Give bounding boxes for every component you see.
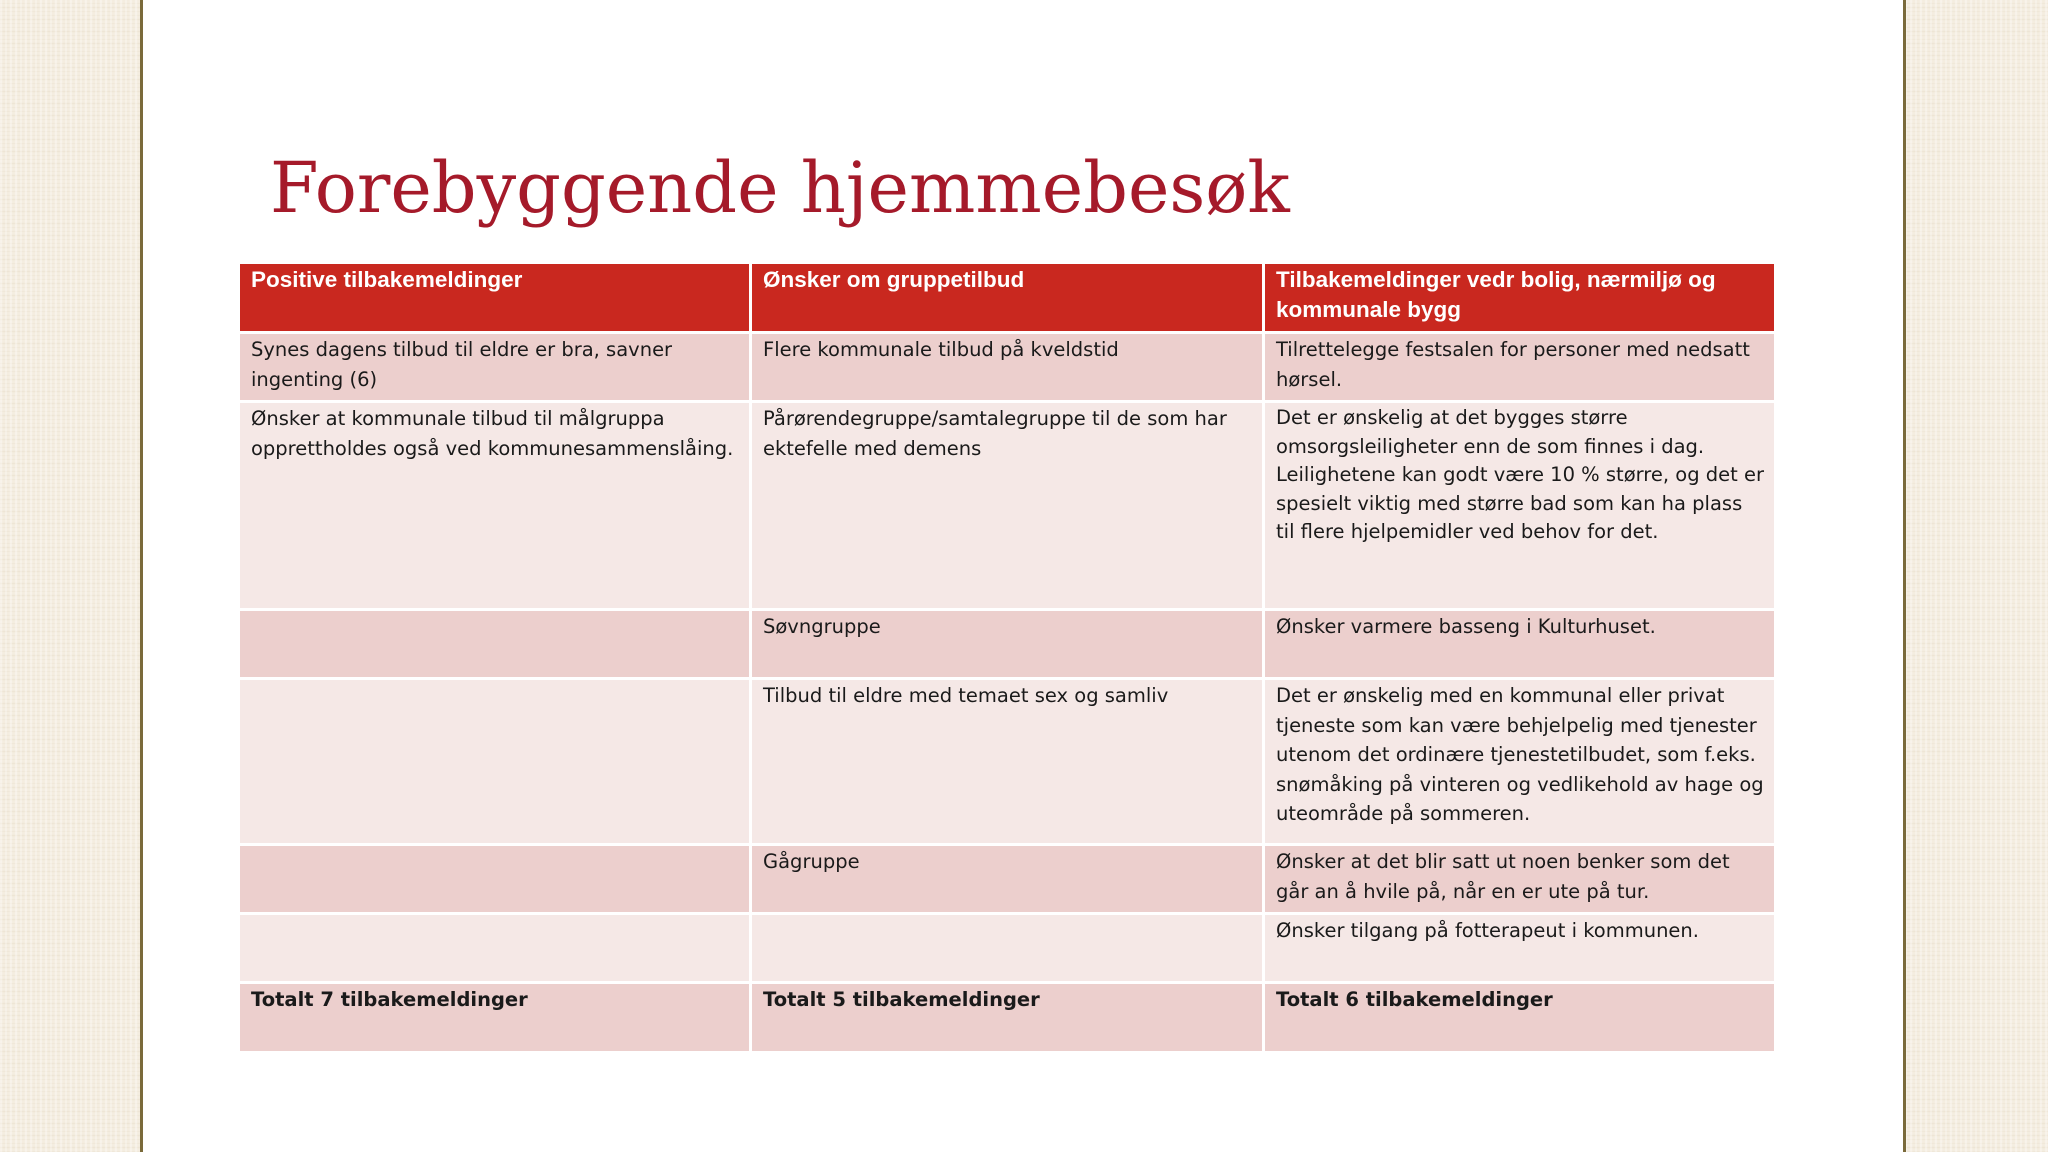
table-row — [239, 333, 1776, 402]
column-header-group-wishes: Ønsker om gruppetilbud — [751, 263, 1264, 333]
table-total-row — [239, 983, 1776, 1053]
feedback-table-container — [237, 261, 1774, 1054]
total-cell: Totalt 5 tilbakemeldinger — [751, 983, 1264, 1053]
table-cell: Ønsker tilgang på fotterapeut i kommunen. — [1264, 914, 1776, 983]
table-row — [239, 402, 1776, 610]
total-cell: Totalt 7 tilbakemeldinger — [239, 983, 751, 1053]
table-cell: Gågruppe — [751, 845, 1264, 914]
column-header-positive: Positive tilbakemeldinger — [239, 263, 751, 333]
table-row — [239, 679, 1776, 845]
table-cell: Ønsker varmere basseng i Kulturhuset. — [1264, 610, 1776, 679]
table-cell — [239, 610, 751, 679]
table-cell: Tilbud til eldre med temaet sex og samliv — [751, 679, 1264, 845]
table-cell: Tilrettelegge festsalen for personer med nedsatt hørsel. — [1264, 333, 1776, 402]
table-cell: Ønsker at det blir satt ut noen benker som det går an å hvile på, når en er ute på tur. — [1264, 845, 1776, 914]
table-row — [239, 845, 1776, 914]
table-cell: Flere kommunale tilbud på kveldstid — [751, 333, 1264, 402]
table-cell — [239, 914, 751, 983]
table-cell: Synes dagens tilbud til eldre er bra, savner ingenting (6) — [239, 333, 751, 402]
table-header-row — [239, 263, 1776, 333]
column-header-housing: Tilbakemeldinger vedr bolig, nærmiljø og kommunale bygg — [1264, 263, 1776, 333]
table-cell: Det er ønskelig med en kommunal eller privat tjeneste som kan være behjelpelig med tjenester utenom det ordinære tjenestetilbudet, som f.eks. snømåking på vinteren og vedlikehold av hage og uteområde på sommeren. — [1264, 679, 1776, 845]
total-cell: Totalt 6 tilbakemeldinger — [1264, 983, 1776, 1053]
slide-title: Forebyggende hjemmebesøk — [270, 147, 1290, 229]
table-cell — [239, 679, 751, 845]
table-cell — [239, 845, 751, 914]
table-row — [239, 914, 1776, 983]
table-cell: Ønsker at kommunale tilbud til målgruppa opprettholdes også ved kommunesammenslåing. — [239, 402, 751, 610]
table-cell: Det er ønskelig at det bygges større omsorgsleiligheter enn de som finnes i dag. Leilighetene kan godt være 10 % større, og det er spesielt viktig med større bad som kan ha plass til flere hjelpemidler ved behov for det. — [1264, 402, 1776, 610]
table-cell: Søvngruppe — [751, 610, 1264, 679]
table-cell: Pårørendegruppe/samtalegruppe til de som har ektefelle med demens — [751, 402, 1264, 610]
feedback-table — [237, 261, 1777, 1054]
table-cell — [751, 914, 1264, 983]
table-row — [239, 610, 1776, 679]
